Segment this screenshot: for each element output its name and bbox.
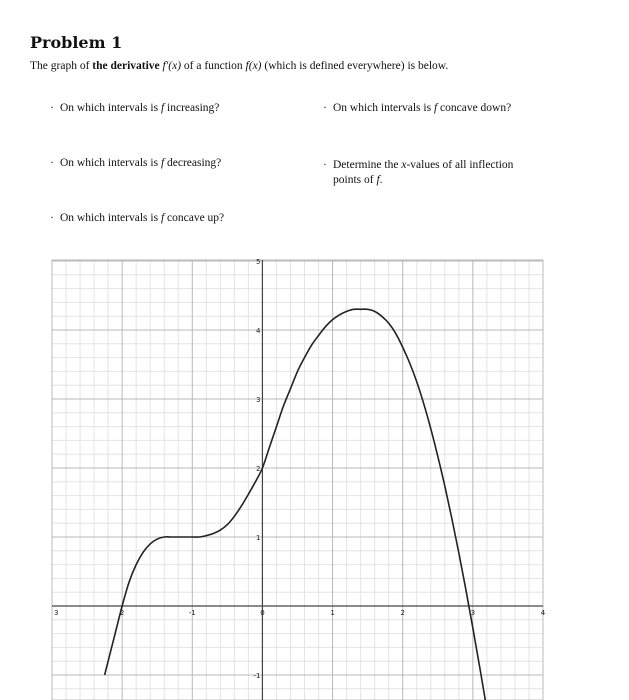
question-f: f xyxy=(160,102,165,114)
x-tick-label: 2 xyxy=(119,609,125,617)
y-tick-label: 2 xyxy=(255,465,261,473)
intro-bold: the derivative xyxy=(92,60,160,72)
question-text: On which intervals is xyxy=(60,102,161,114)
intro-pre: The graph of xyxy=(30,60,93,72)
question-text: increasing? xyxy=(164,102,220,114)
question-text: concave up? xyxy=(164,212,225,224)
question-f: f xyxy=(433,102,438,114)
problem-title: Problem 1 xyxy=(30,33,123,52)
intro-mid: of a function xyxy=(181,60,246,72)
derivative-curve xyxy=(105,309,536,700)
y-tick-label: 5 xyxy=(255,258,261,266)
x-tick-label: 0 xyxy=(260,609,265,617)
y-tick-label: 1 xyxy=(255,534,261,542)
bullet: · xyxy=(50,212,54,224)
question-text: On which intervals is xyxy=(60,157,161,169)
x-tick-label: 3 xyxy=(54,609,59,617)
bullet: · xyxy=(323,102,327,114)
x-tick-label: 2 xyxy=(400,609,405,617)
bullet: · xyxy=(50,102,54,114)
x-tick-label: -1 xyxy=(188,609,196,617)
question-text: decreasing? xyxy=(164,157,222,169)
bullet: · xyxy=(323,159,327,171)
question-f: f xyxy=(160,157,165,169)
question-xvar: x xyxy=(401,159,407,171)
question-text: -values of all inflection xyxy=(406,159,514,171)
x-tick-label: 4 xyxy=(540,609,546,617)
bullet: · xyxy=(50,157,54,169)
question-text: Determine the xyxy=(333,159,402,171)
question-f: f xyxy=(160,212,165,224)
intro-post: (which is defined everywhere) is below. xyxy=(261,60,449,72)
y-tick-label: 3 xyxy=(255,396,261,404)
y-tick-label: -1 xyxy=(253,672,261,680)
question-text: points of xyxy=(333,174,377,186)
question-text: On which intervals is xyxy=(333,102,434,114)
minor-grid xyxy=(52,260,543,700)
x-tick-label: 3 xyxy=(470,609,476,617)
intro-fprime: f′(x) xyxy=(162,60,182,72)
question-text: On which intervals is xyxy=(60,212,161,224)
intro-f: f(x) xyxy=(245,60,262,72)
y-tick-label: 4 xyxy=(255,327,261,335)
question-f: f xyxy=(376,174,380,186)
question-text: concave down? xyxy=(437,102,512,114)
tick-labels xyxy=(54,258,546,680)
question-text: . xyxy=(379,174,383,186)
x-tick-label: 1 xyxy=(330,609,335,617)
